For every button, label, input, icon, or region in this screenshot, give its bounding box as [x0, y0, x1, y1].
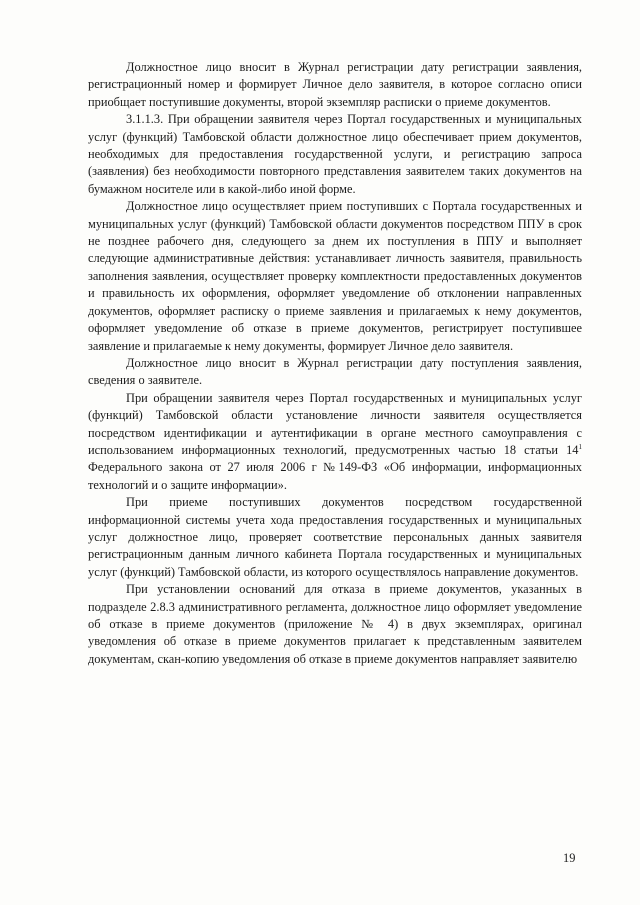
- paragraph-journal-receipt-date: Должностное лицо вносит в Журнал регистрации дату поступления заявления, сведения о заявителе.: [88, 355, 582, 388]
- footnote-mark: 1: [578, 442, 582, 451]
- paragraph-ppu-acceptance: Должностное лицо осуществляет прием поступивших с Портала государственных и муниципальных услуг (функций) Тамбовской области документов посредством ППУ в срок не позднее рабочего дня, следующего за днем их поступления в ППУ и выполняет следующие административные действия: устанавливает личность заявителя, правильность заполнения заявления, осуществляет проверку комплектности предоставленных документов и правильность их оформления, оформляет уведомление об отклонении направленных документов, оформляет расписку о приеме заявления и прилагаемых к нему документов, оформляет уведомление об отказе в приеме документов, регистрирует поступившее заявление и прилагаемые к нему документы, формирует Личное дело заявителя.: [88, 199, 582, 353]
- paragraph-journal-registration: Должностное лицо вносит в Журнал регистрации дату регистрации заявления, регистрационный номер и формирует Личное дело заявителя, в которое согласно описи приобщает поступившие документы, второй экземпляр расписки о приеме документов.: [88, 60, 582, 109]
- paragraph-refusal-notice: При установлении оснований для отказа в приеме документов, указанных в подразделе 2.8.3 административного регламента, должностное лицо оформляет уведомление об отказе в приеме документов (приложение № 4) в двух экземплярах, оригинал уведомления об отказе в приеме документов прилагает к представленным заявителем документам, скан-копию уведомления об отказе в приеме документов направляет заявителю: [88, 582, 582, 666]
- page-number: 19: [563, 851, 576, 865]
- identity-verification-tail: Федерального закона от 27 июля 2006 г №149-ФЗ «Об информации, информационных технологий и о защите информации».: [88, 460, 582, 492]
- paragraph-3-1-1-3: 3.1.1.3. При обращении заявителя через Портал государственных и муниципальных услуг (функций) Тамбовской области должностное лицо обеспечивает прием документов, необходимых для предоставления государственной услуги, и регистрацию запроса (заявления) без необходимости повторного представления заявителем таких документов на бумажном носителе или в какой-либо иной форме.: [88, 112, 582, 196]
- identity-verification-text: При обращении заявителя через Портал государственных и муниципальных услуг (функций) Тамбовской области установление личности заявителя осуществляется посредством идентификации и аутентификации в органе местного самоуправления с использованием информационных технологий, предусмотренных частью 18 статьи 14: [88, 390, 582, 457]
- paragraph-gis-check: При приеме поступивших документов посредством государственной информационной системы учета хода предоставления государственных и муниципальных услуг должностное лицо, проверяет соответствие персональных данных заявителя регистрационным данным личного кабинета Портала государственных и муниципальных услуг (функций) Тамбовской области, из которого осуществлялось направление документов.: [88, 495, 582, 579]
- paragraph-identity-verification: [88, 390, 582, 494]
- document-body: [88, 59, 582, 668]
